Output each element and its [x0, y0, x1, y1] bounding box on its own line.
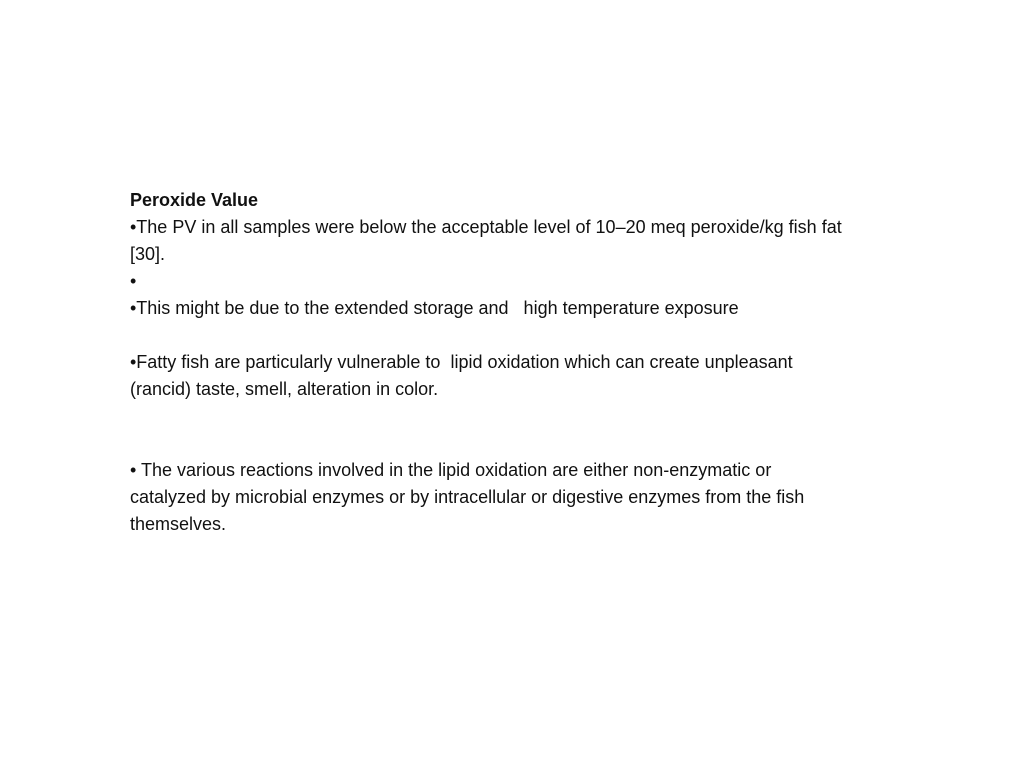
bullet-pv-acceptable-level: •The PV in all samples were below the acceptable level of 10–20 meq peroxide/kg fish fat [30]. — [130, 217, 847, 264]
bullet-oxidation-reactions: • The various reactions involved in the lipid oxidation are either non-enzymatic or catalyzed by microbial enzymes or by intracellular or digestive enzymes from the fish themselves. — [130, 460, 810, 534]
spacer — [130, 403, 850, 457]
slide-title: Peroxide Value — [130, 190, 259, 210]
spacer — [130, 322, 850, 349]
bullet-fatty-fish: •Fatty fish are particularly vulnerable to lipid oxidation which can create unpleasant (rancid) taste, smell, alteration in color. — [130, 352, 798, 399]
bullet-storage-temperature: •This might be due to the extended storage and high temperature exposure — [130, 298, 739, 318]
slide-body — [130, 187, 850, 538]
bullet-empty: • — [130, 271, 137, 291]
